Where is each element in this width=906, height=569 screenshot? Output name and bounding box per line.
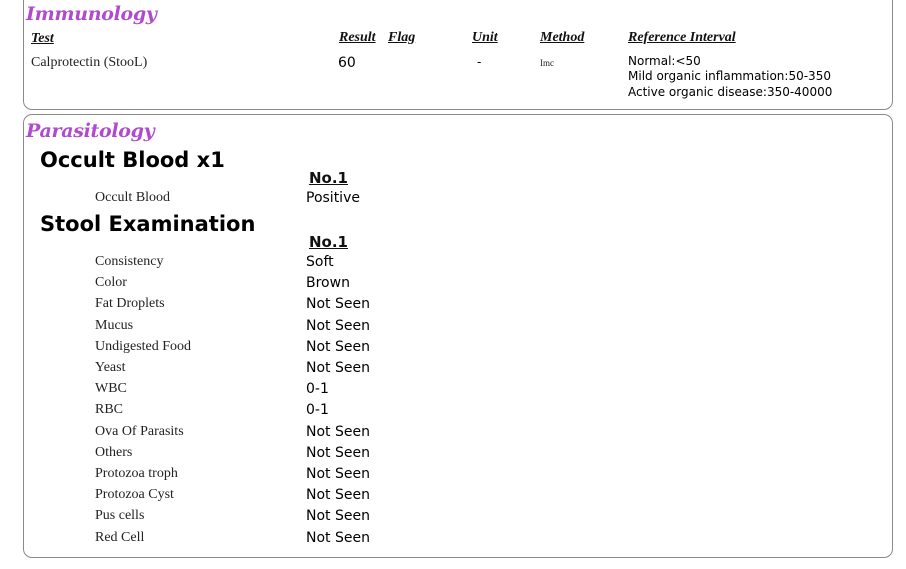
header-flag: Flag xyxy=(388,30,416,45)
row-label: Red Cell xyxy=(95,529,145,545)
row-label: Undigested Food xyxy=(95,338,192,354)
immunology-title: Immunology xyxy=(26,3,157,25)
table-row xyxy=(0,402,906,423)
table-row xyxy=(0,360,906,381)
occult-column-header: No.1 xyxy=(309,169,348,187)
row-label: WBC xyxy=(95,381,127,397)
row-label: Pus cells xyxy=(95,508,145,524)
table-row xyxy=(0,318,906,339)
reference-line: Mild organic inflammation:50-350 xyxy=(628,69,831,83)
row-value: Not Seen xyxy=(306,423,370,440)
table-row xyxy=(0,487,906,508)
row-label: Fat Droplets xyxy=(95,296,165,312)
result-value: 60 xyxy=(338,55,356,71)
stool-column-header: No.1 xyxy=(309,233,348,251)
reference-line: Normal:<50 xyxy=(628,54,701,68)
parasitology-title: Parasitology xyxy=(26,120,155,142)
header-method: Method xyxy=(540,30,585,45)
row-value: Not Seen xyxy=(306,296,370,313)
stool-examination-heading: Stool Examination xyxy=(40,212,256,236)
test-name-calprotectin: Calprotectin (StooL) xyxy=(31,55,148,70)
row-value: Soft xyxy=(306,254,334,270)
row-value: Not Seen xyxy=(306,466,370,482)
unit-value: - xyxy=(477,55,482,69)
header-result: Result xyxy=(339,30,376,45)
row-value: Not Seen xyxy=(306,444,370,461)
table-row xyxy=(0,424,906,445)
row-label: Ova Of Parasits xyxy=(95,423,184,439)
row-value: 0-1 xyxy=(306,402,329,419)
table-row xyxy=(0,190,906,211)
row-value: Brown xyxy=(306,275,350,292)
row-label: Consistency xyxy=(95,254,164,269)
occult-blood-heading: Occult Blood x1 xyxy=(40,148,225,172)
row-value: Not Seen xyxy=(306,529,370,546)
table-row xyxy=(0,275,906,296)
row-label: Protozoa troph xyxy=(95,466,178,481)
row-value: Not Seen xyxy=(306,338,370,355)
row-value: Not Seen xyxy=(306,508,370,525)
reference-line: Active organic disease:350-40000 xyxy=(628,85,833,99)
table-row xyxy=(0,339,906,360)
table-row xyxy=(0,466,906,487)
table-row xyxy=(0,508,906,529)
table-row xyxy=(0,296,906,317)
row-value: Not Seen xyxy=(306,317,370,334)
row-label: Mucus xyxy=(95,317,134,333)
row-value: Not Seen xyxy=(306,487,370,504)
table-row xyxy=(0,381,906,402)
row-label: RBC xyxy=(95,402,124,418)
row-label: Color xyxy=(95,275,127,291)
row-value: Positive xyxy=(306,190,360,206)
header-test: Test xyxy=(31,31,54,46)
table-row xyxy=(0,254,906,275)
table-row xyxy=(0,445,906,466)
table-row xyxy=(0,530,906,551)
row-label: Protozoa Cyst xyxy=(95,487,174,503)
header-unit: Unit xyxy=(472,30,498,45)
row-value: 0-1 xyxy=(306,381,329,398)
row-value: Not Seen xyxy=(306,360,370,376)
header-reference-interval: Reference Interval xyxy=(628,30,736,45)
row-label: Others xyxy=(95,444,133,460)
row-label: Yeast xyxy=(95,360,126,375)
method-value: Imc xyxy=(540,58,554,68)
row-label: Occult Blood xyxy=(95,190,171,205)
